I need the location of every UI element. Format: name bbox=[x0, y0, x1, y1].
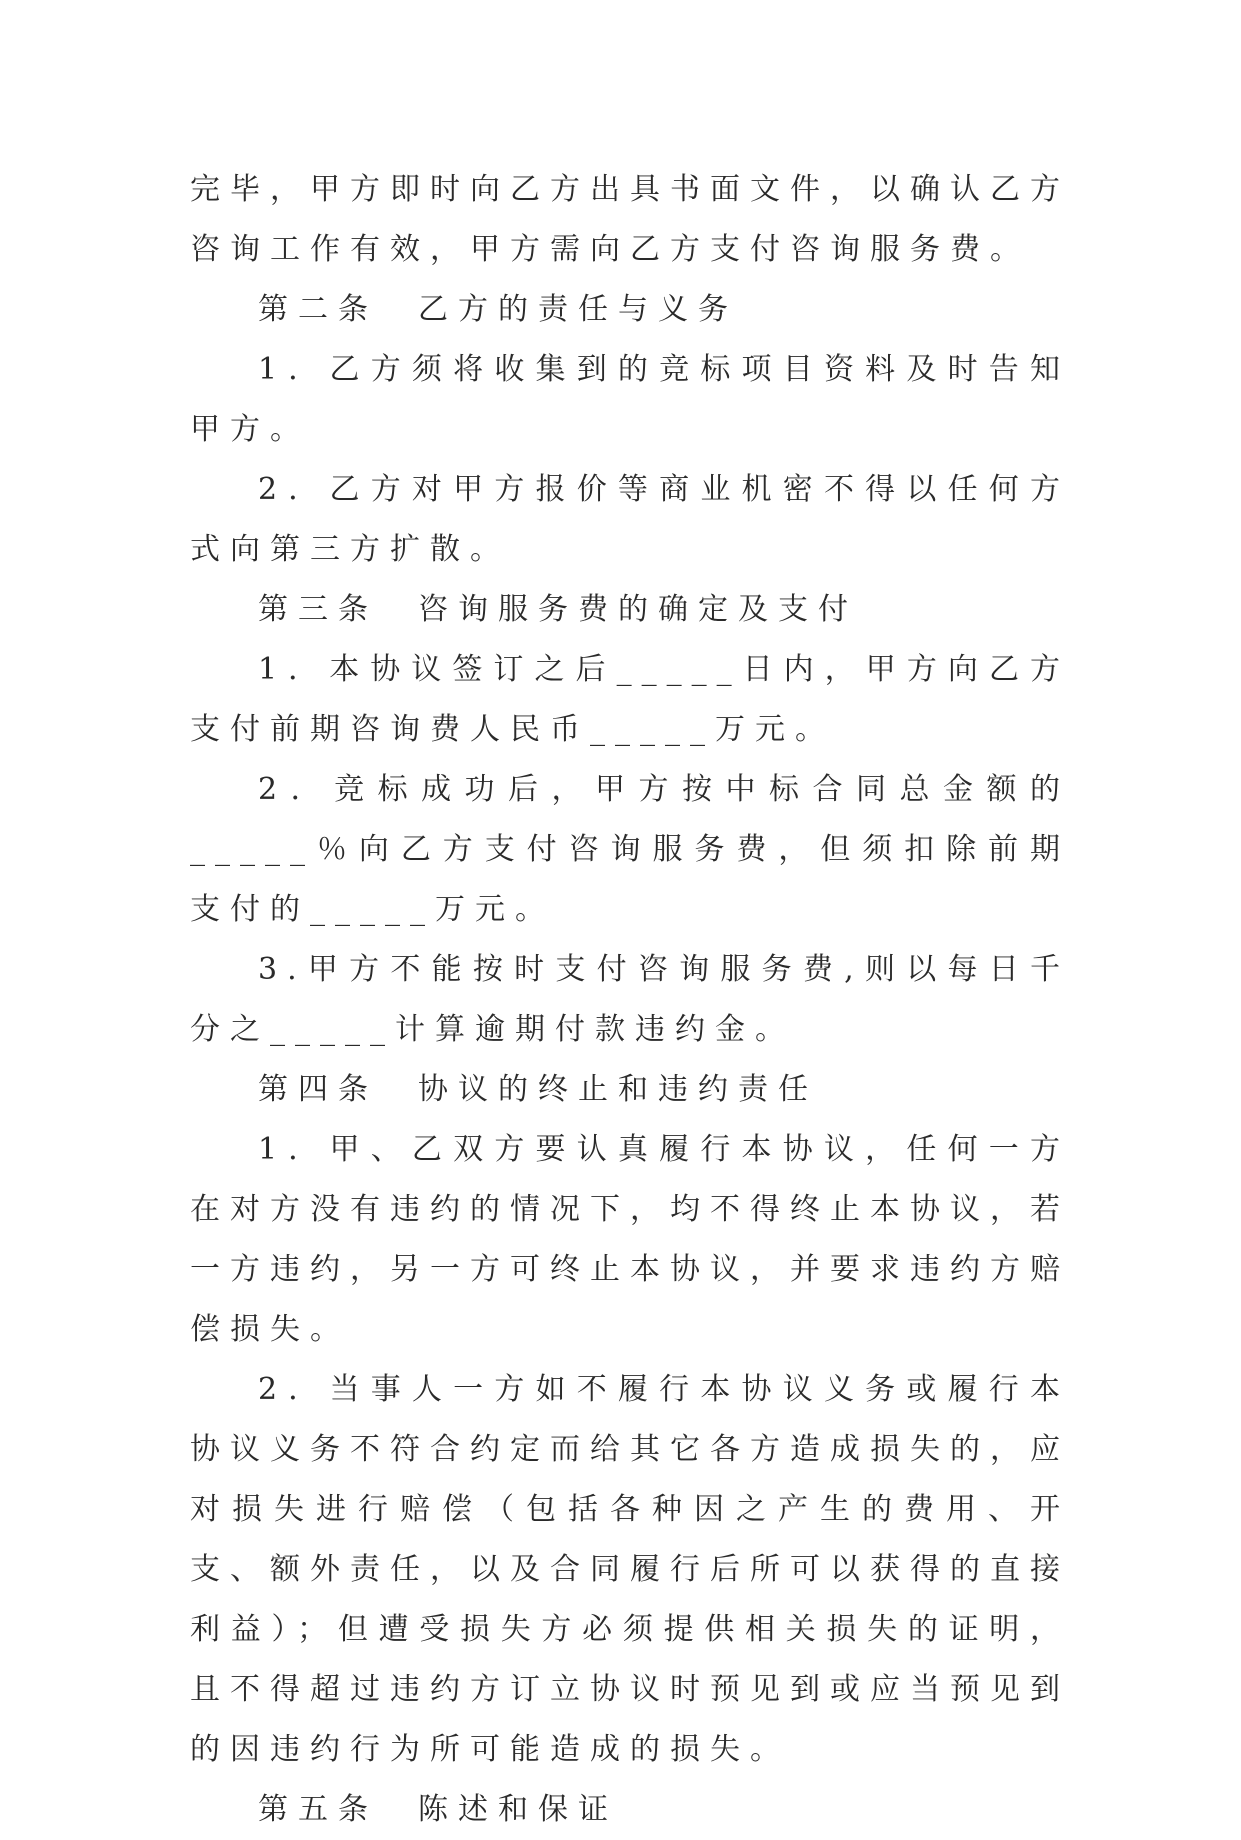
article-2-clause-1: 1．乙方须将收集到的竞标项目资料及时告知甲方。 bbox=[190, 352, 1070, 447]
article-3-clause-1: 1．本协议签订之后_____日内，甲方向乙方支付前期咨询费人民币_____万元。 bbox=[190, 652, 1070, 747]
paragraph-completion: 完毕，甲方即时向乙方出具书面文件，以确认乙方咨询工作有效，甲方需向乙方支付咨询服务费。 bbox=[190, 172, 1070, 267]
article-2-heading: 第二条 乙方的责任与义务 bbox=[258, 292, 738, 327]
article-3-clause-2: 2．竞标成功后，甲方按中标合同总金额的_____％向乙方支付咨询服务费，但须扣除前期支付的_____万元。 bbox=[190, 772, 1070, 927]
article-4-clause-2: 2．当事人一方如不履行本协议义务或履行本协议义务不符合约定而给其它各方造成损失的，应对损失进行赔偿（包括各种因之产生的费用、开支、额外责任，以及合同履行后所可以获得的直接利益）；但遭受损失方必须提供相关损失的证明，且不得超过违约方订立协议时预见到或应当预见到的因违约行为所可能造成的损失。 bbox=[190, 1372, 1070, 1767]
article-4-clause-1: 1．甲、乙双方要认真履行本协议，任何一方在对方没有违约的情况下，均不得终止本协议，若一方违约，另一方可终止本协议，并要求违约方赔偿损失。 bbox=[190, 1132, 1070, 1347]
article-5-heading: 第五条 陈述和保证 bbox=[258, 1792, 618, 1827]
article-3-heading: 第三条 咨询服务费的确定及支付 bbox=[258, 592, 858, 627]
document-body bbox=[190, 160, 1070, 1840]
article-4-heading: 第四条 协议的终止和违约责任 bbox=[258, 1072, 818, 1107]
article-2-clause-2: 2．乙方对甲方报价等商业机密不得以任何方式向第三方扩散。 bbox=[190, 472, 1070, 567]
article-3-clause-3: 3.甲方不能按时支付咨询服务费,则以每日千分之_____计算逾期付款违约金。 bbox=[190, 952, 1070, 1047]
